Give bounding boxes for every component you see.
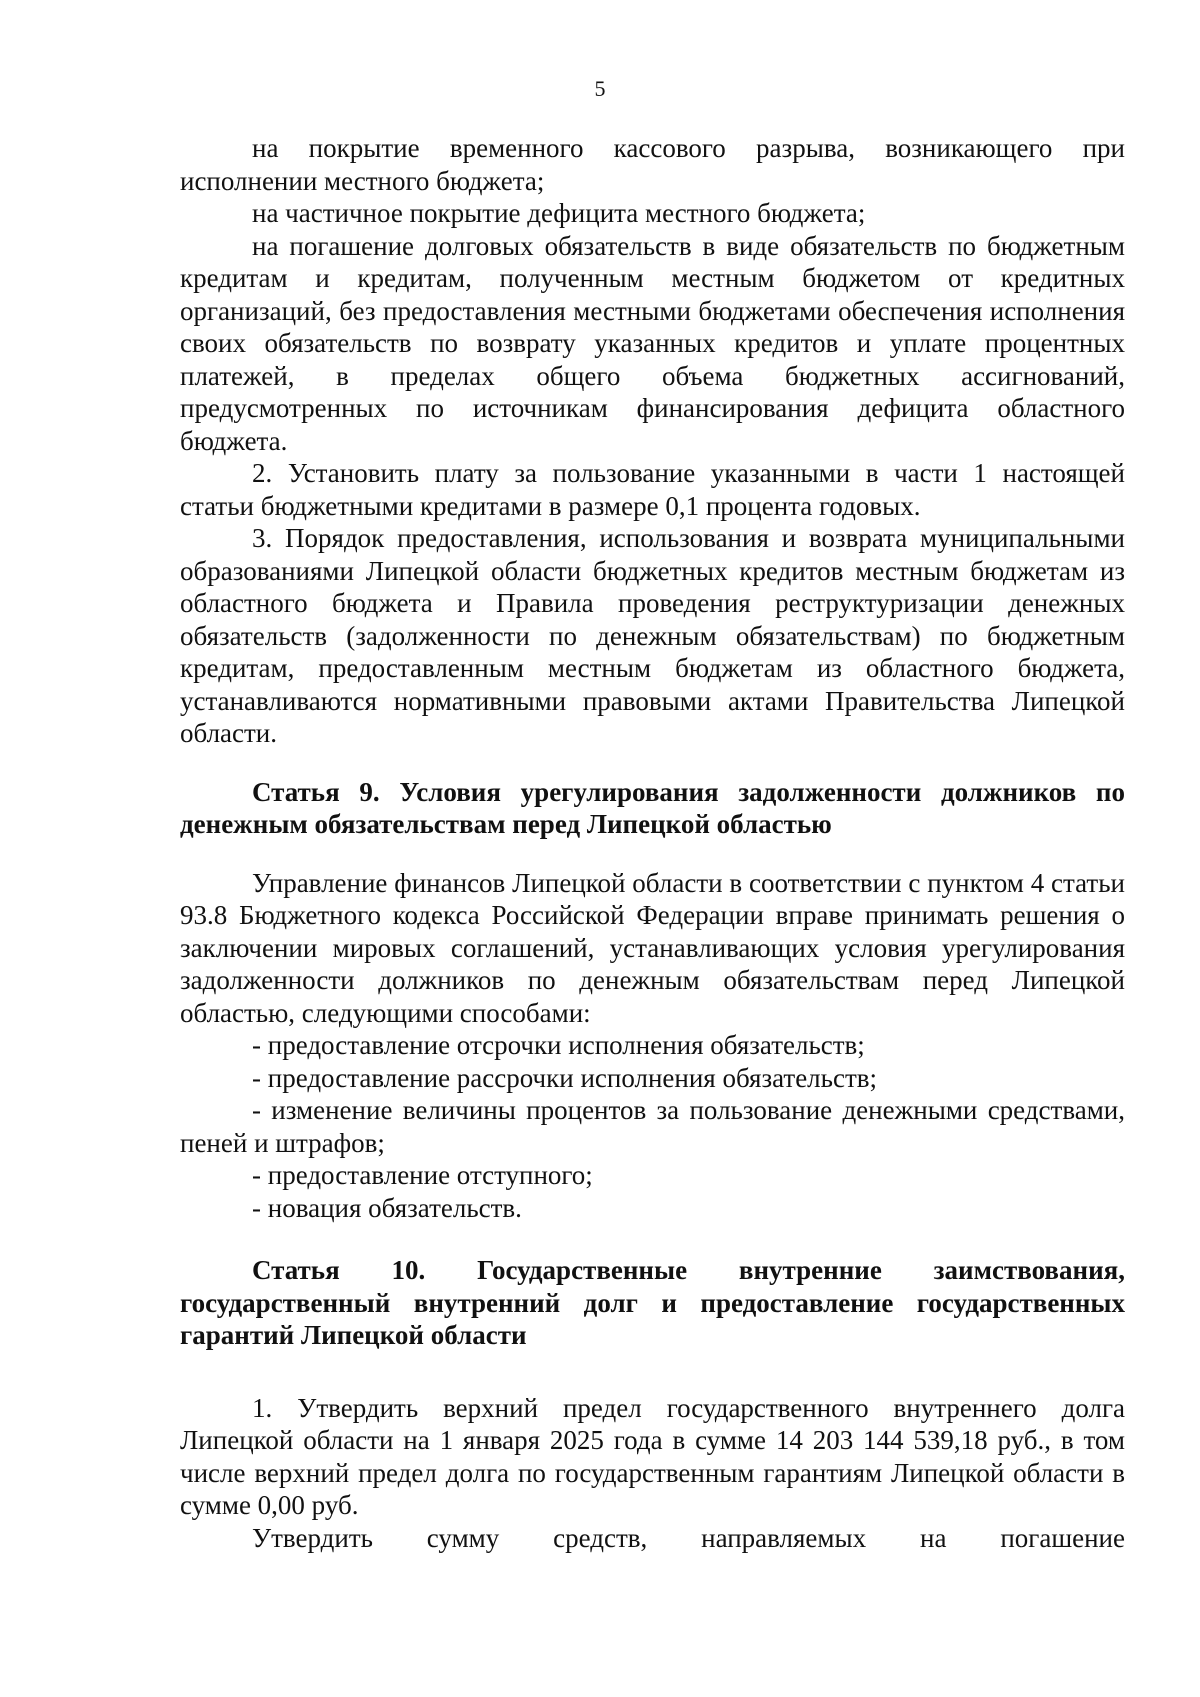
paragraph-credit-procedure: 3. Порядок предоставления, использования и возврата муниципальными образованиями Липецкой области бюджетных кредитов местным бюджетам из областного бюджета и Правила проведения реструктуризации денежных обязательств (задолженности по денежным обязательствам) по бюджетным кредитам, предоставленным местным бюджетам из областного бюджета, устанавливаются нормативными правовыми актами Правительства Липецкой области. <box>180 523 1125 748</box>
article-9-heading: Статья 9. Условия урегулирования задолженности должников по денежным обязательствам перед Липецкой областью <box>180 776 1125 839</box>
paragraph-cash-gap: на покрытие временного кассового разрыва, возникающего при исполнении местного бюджета; <box>180 133 1125 196</box>
paragraph-debt-repayment: на погашение долговых обязательств в виде обязательств по бюджетным кредитам и кредитам, полученным местным бюджетом от кредитных организаций, без предоставления местными бюджетами обеспечения исполнения своих обязательств по возврату указанных кредитов и уплате процентных платежей, в пределах общего объема бюджетных ассигнований, предусмотренных по источникам финансирования дефицита областного бюджета. <box>180 230 1125 456</box>
list-item: - предоставление рассрочки исполнения обязательств; <box>252 1062 877 1093</box>
page-number: 5 <box>594 76 606 101</box>
list-item: - предоставление отсрочки исполнения обязательств; <box>252 1030 865 1060</box>
paragraph-deficit: на частичное покрытие дефицита местного бюджета; <box>252 198 866 228</box>
article-10-heading-line-1: Статья 10. Государственные внутренние заимствования, <box>252 1255 1125 1285</box>
article-10-heading-rest: государственный внутренний долг и предоставление государственных гарантий Липецкой области <box>180 1287 1125 1350</box>
article-10-funds-amount: Утвердить сумму средств, направляемых на погашение <box>252 1522 1125 1553</box>
article-9-intro: Управление финансов Липецкой области в соответствии с пунктом 4 статьи 93.8 Бюджетного кодекса Российской Федерации вправе принимать решения о заключении мировых соглашений, устанавливающих условия урегулирования задолженности должников по денежным обязательствам перед Липецкой областью, следующими способами: <box>180 867 1125 1028</box>
article-10-debt-limit: 1. Утвердить верхний предел государственного внутреннего долга Липецкой области на 1 января 2025 года в сумме 14 203 144 539,18 руб., в том числе верхний предел долга по государственным гарантиям Липецкой области в сумме 0,00 руб. <box>180 1392 1125 1520</box>
list-item: - предоставление отступного; <box>252 1160 593 1190</box>
document-body <box>180 132 1125 1554</box>
list-item: - изменение величины процентов за пользование денежными средствами, пеней и штрафов; <box>180 1095 1125 1158</box>
article-10-heading <box>180 1254 1125 1352</box>
paragraph-credit-fee: 2. Установить плату за пользование указанными в части 1 настоящей статьи бюджетными кредитами в размере 0,1 процента годовых. <box>180 458 1125 521</box>
list-item: - новация обязательств. <box>252 1192 522 1223</box>
